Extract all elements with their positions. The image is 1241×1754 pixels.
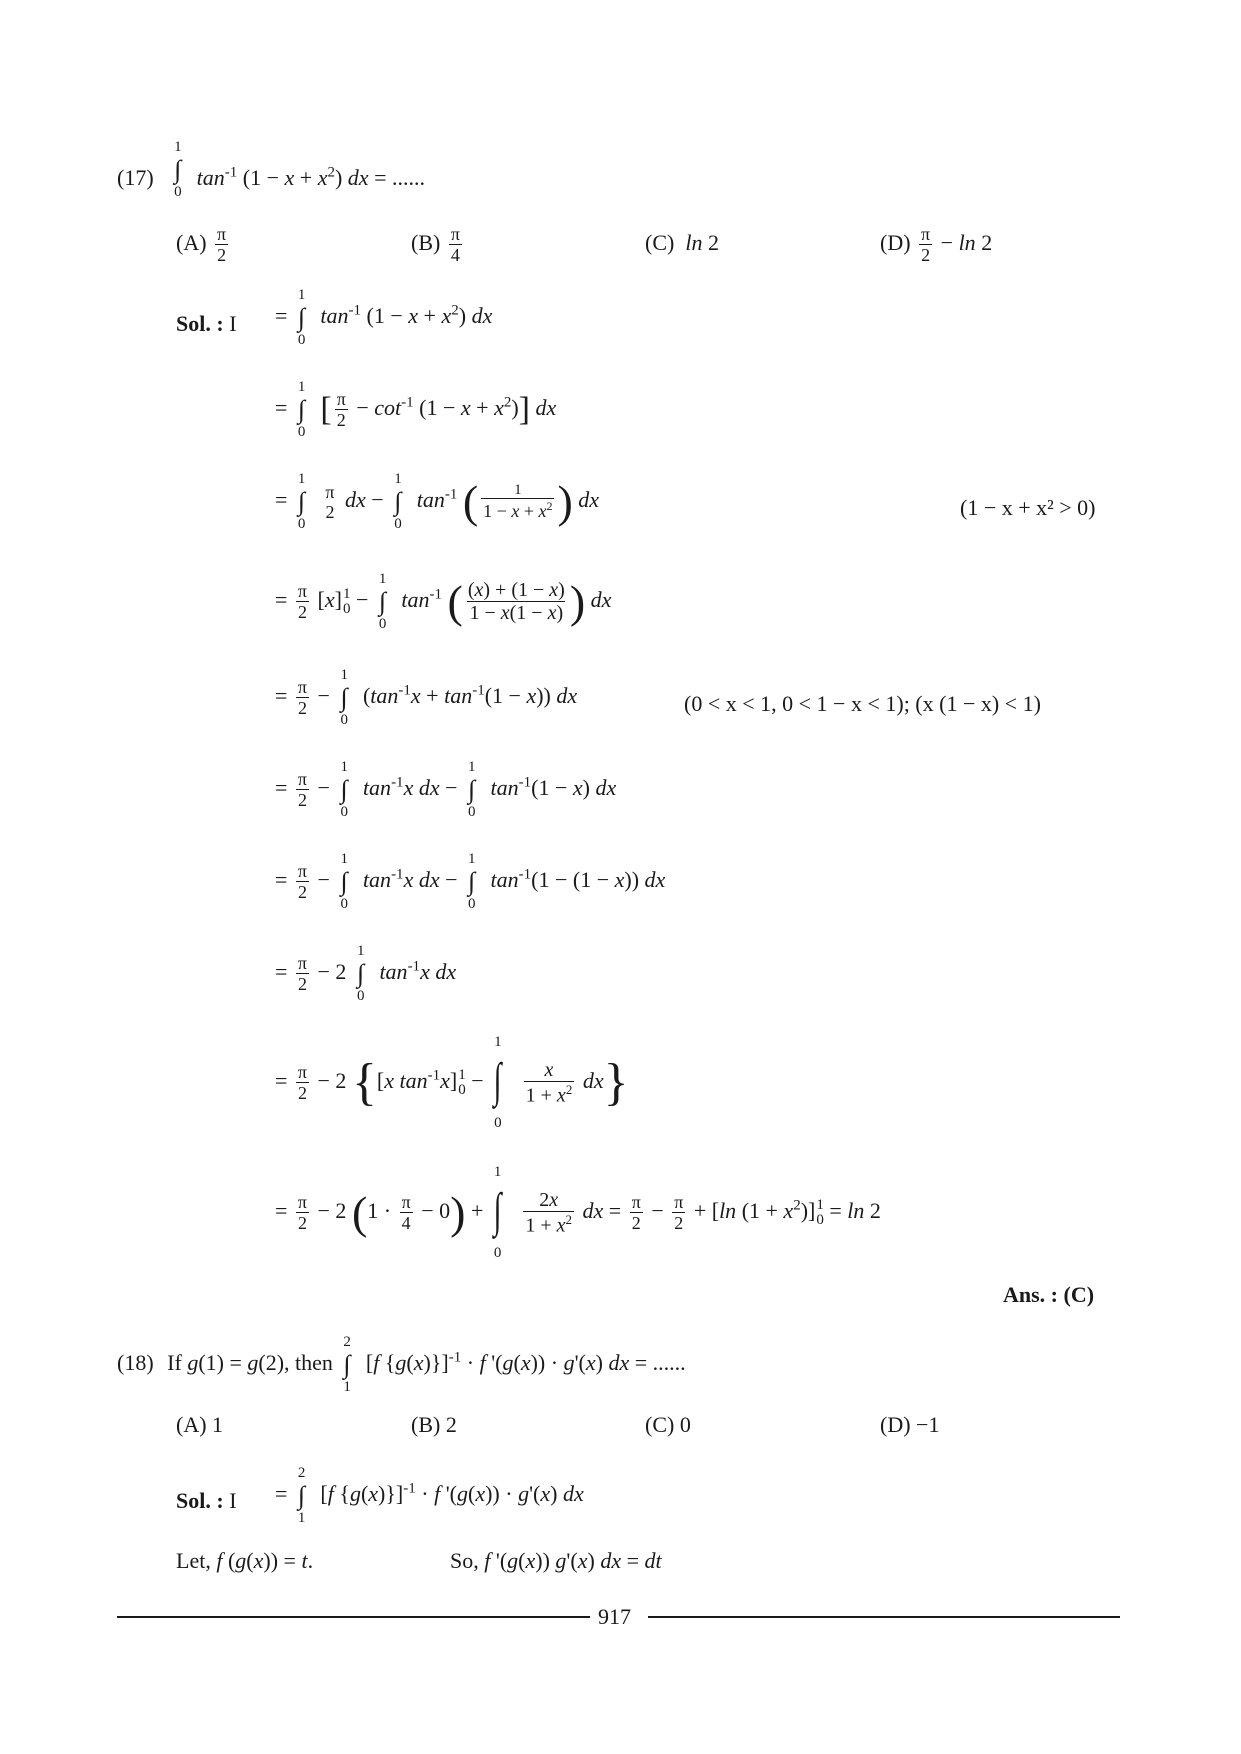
q17-note-5: (0 < x < 1, 0 < 1 − x < 1); (x (1 − x) < 1) xyxy=(684,691,1041,716)
q17-note-3: (1 − x + x² > 0) xyxy=(960,495,1096,520)
q18-option-c: (C) 0 xyxy=(645,1412,691,1437)
q18-let: Let, f (g(x)) = t. xyxy=(176,1548,314,1573)
q18-option-d: (D) −1 xyxy=(880,1412,940,1437)
question-number: (17) xyxy=(117,165,154,191)
footer-rule-left xyxy=(117,1616,590,1618)
q17-sol-label: Sol. : I xyxy=(176,311,237,336)
page-number: 917 xyxy=(598,1604,631,1629)
q17-option-a: (A) $\frac{\pi}{2}$ xyxy=(176,224,227,265)
q18-so: So, f '(g(x)) g'(x) dx = dt xyxy=(450,1548,662,1573)
q17-step-9: = $\frac{\pi}{2}$ − 2 {[x $\tan^{-1}x$] 1 0 − 1 ∫ 0 $\frac{x}{1 + x^2}$ dx} xyxy=(275,1034,629,1131)
q18-option-b: (B) 2 xyxy=(411,1412,457,1437)
footer-rule-right xyxy=(648,1616,1120,1618)
q18-option-a: (A) 1 xyxy=(176,1412,224,1437)
q17-step-8: = $\frac{\pi}{2}$ − 2 1 ∫ 0 $\tan^{-1}x$ dx xyxy=(275,943,457,1004)
q17-step-5: = $\frac{\pi}{2}$ − 1 ∫ 0 $(\tan^{-1}x + \tan^{-1}(1 - x))$ dx xyxy=(275,667,578,728)
q18-sol-label: Sol. : I xyxy=(176,1488,237,1513)
question-17: (17) 1 ∫ 0 $\tan^{-1} (1 - x + x^2)$ dx = ...... xyxy=(117,139,425,200)
question-number: (18) xyxy=(117,1350,154,1376)
q17-option-b: (B) $\frac{\pi}{4}$ xyxy=(411,224,460,265)
q17-step-10: = $\frac{\pi}{2}$ − 2 (1 · $\frac{\pi}{4}$ − 0) + 1 ∫ 0 $\frac{2x}{1 + x^2}$ dx = $\frac{\pi}{2}$ − $\frac{\pi}{2}$ + [ln $(1 + x^2)$] 1 0 = ln 2 xyxy=(275,1164,881,1261)
q17-step-1: = 1 ∫ 0 $\tan^{-1} (1 - x + x^2)$ dx xyxy=(275,287,493,348)
q17-option-c: (C) ln 2 xyxy=(645,230,719,255)
q17-step-6: = $\frac{\pi}{2}$ − 1 ∫ 0 $\tan^{-1}x$ dx − 1 ∫ 0 $\tan^{-1}(1 - x)$ dx xyxy=(275,759,617,820)
q18-step-1: = 2 ∫ 1 [f {g(x)}]$^{-1}$ · f '(g(x)) · g'(x) dx xyxy=(275,1465,584,1526)
q17-step-4: = $\frac{\pi}{2}$ [x] 1 0 − 1 ∫ 0 $\tan^{-1}$ ( $\frac{(x) + (1 - x)}{1 - x(1 - x)}$ ) dx xyxy=(275,571,612,632)
q17-step-2: = 1 ∫ 0 [ $\frac{\pi}{2}$ − $\cot^{-1} (1 - x + x^2)$] dx xyxy=(275,379,557,440)
q17-option-d: (D) $\frac{\pi}{2}$ − ln 2 xyxy=(880,224,993,265)
q17-answer: Ans. : (C) xyxy=(1003,1282,1095,1307)
q17-step-3: = 1 ∫ 0 π 2 dx − 1 ∫ 0 $\tan^{-1}$ ( $\frac{1}{1 - x + x^2}$ ) dx xyxy=(275,471,600,532)
q17-step-7: = $\frac{\pi}{2}$ − 1 ∫ 0 $\tan^{-1}x$ dx − 1 ∫ 0 $\tan^{-1}(1 - (1 - x))$ dx xyxy=(275,851,666,912)
question-18: (18) If g(1) = g(2), then 2 ∫ 1 [f {g(x)}]$^{-1}$ · f '(g(x)) · g'(x) dx = ...... xyxy=(117,1334,686,1395)
